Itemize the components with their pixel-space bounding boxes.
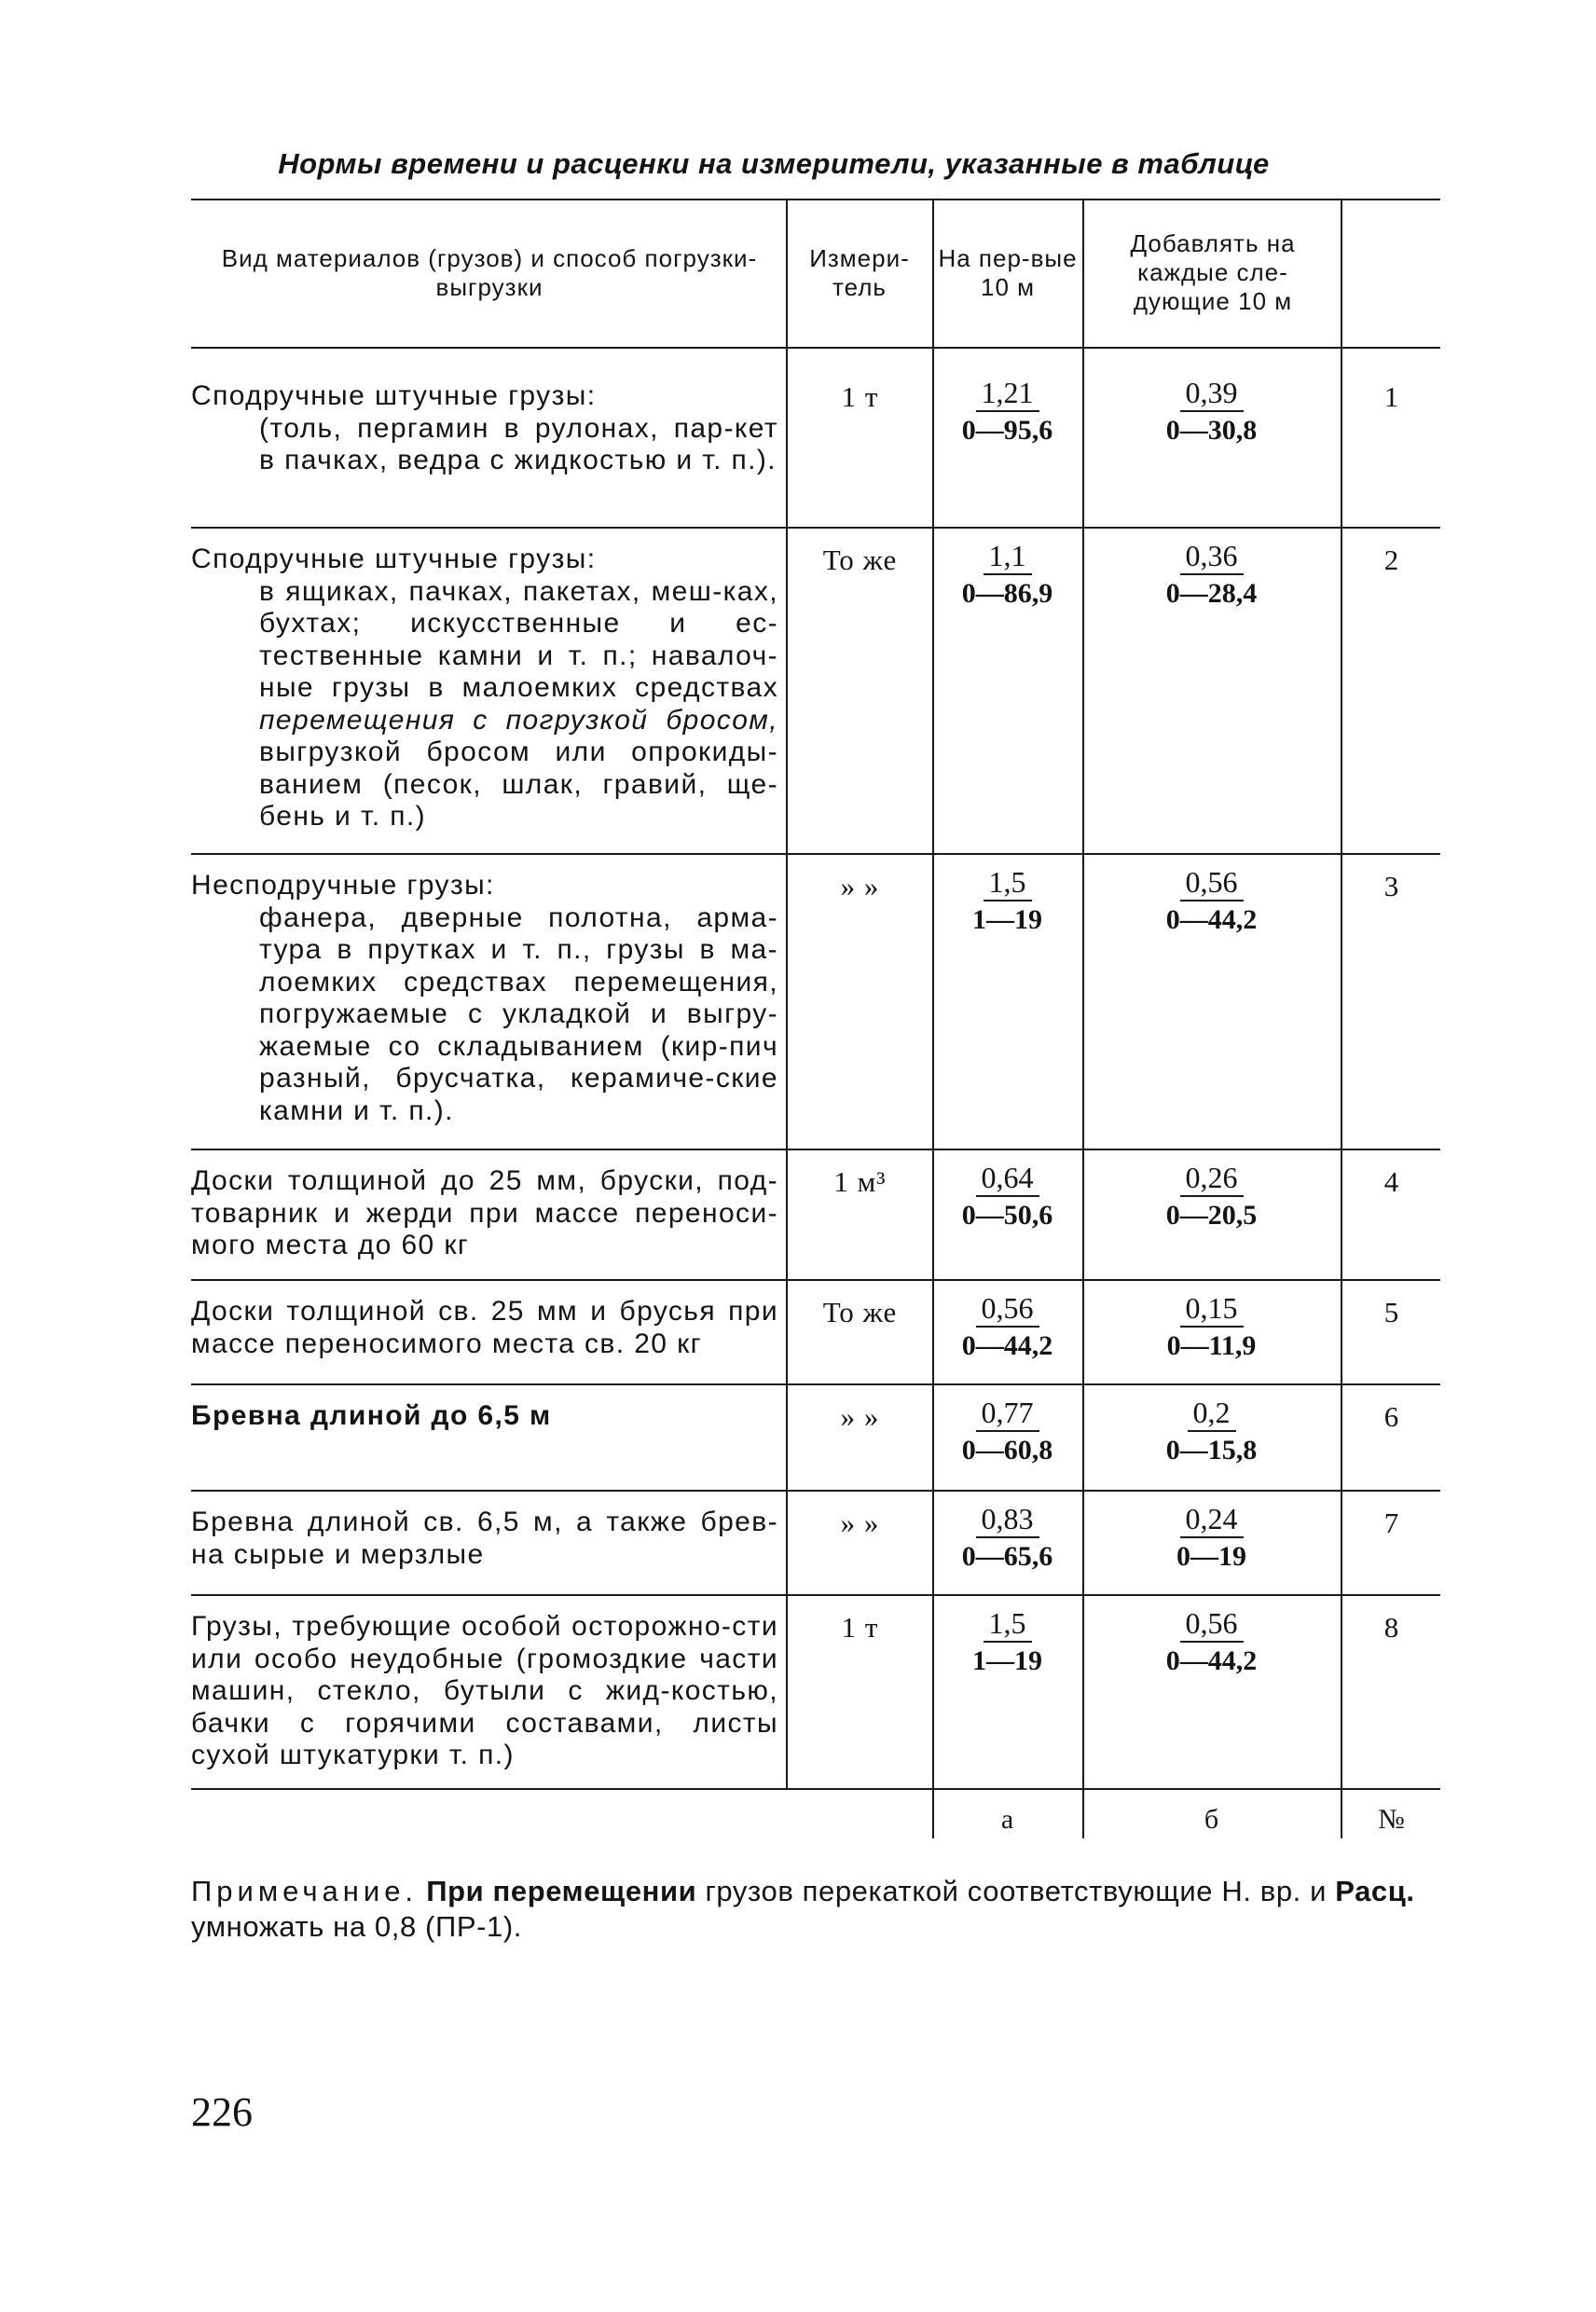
row-5-description: Доски толщиной св. 25 мм и брусья при массе переносимого места св. 20 кг [191,1296,778,1359]
row-7-add-norm: 0,24 [1180,1501,1244,1538]
note-bold-2: Расц. [1335,1875,1415,1907]
rule-row-4 [191,1279,1440,1281]
header-each-10m: Добавлять на каждые сле-дующие 10 м [1130,229,1296,315]
row-7-number: 7 [1383,1507,1399,1539]
row-4-number: 4 [1383,1165,1399,1198]
row-1-body: (толь, пергамин в рулонах, пар-кет в пачках, ведра с жидкостью и т. п.). [259,412,778,475]
row-6-description: Бревна длиной до 6,5 м [191,1400,552,1431]
row-3-description [191,870,778,1127]
note-label: Примечание. [191,1875,419,1907]
rule-bottom [191,1788,1440,1790]
row-1-unit: 1 т [841,380,879,413]
rule-row-3 [191,1149,1440,1150]
row-7-first-rate: 0—65,6 [961,1541,1053,1572]
row-1-add-norm: 0,39 [1180,375,1244,412]
rule-top [191,199,1440,200]
row-7-description: Бревна длиной св. 6,5 м, а также брев-на сырые и мерзлые [191,1507,778,1570]
row-6-add-rate: 0—15,8 [1165,1435,1258,1466]
footer-col-a: а [1000,1804,1014,1835]
row-1-number: 1 [1383,380,1399,413]
row-8-description: Грузы, требующие особой осторожно-сти или особо неудобные (громоздкие части машин, стекло, бутыли с жид-костью, бачки с горячими составами, листы сухой штукатурки т. п.) [191,1611,778,1770]
col-rule-1 [786,200,788,1788]
row-6-first-rate: 0—60,8 [961,1435,1053,1466]
row-3-add-norm: 0,56 [1180,864,1244,901]
row-2-body-italic: перемещения с погрузкой бросом, [259,704,778,736]
row-5-first-norm: 0,56 [976,1290,1039,1328]
row-8-first-rate: 1—19 [972,1645,1042,1676]
row-8-add-rate: 0—44,2 [1165,1645,1258,1676]
rule-row-2 [191,853,1440,855]
row-3-number: 3 [1383,870,1399,902]
col-rule-4 [1341,200,1342,1838]
rule-header [191,347,1440,349]
row-8-add [1084,1605,1339,1680]
header-first-10m: На пер-вые 10 м [938,244,1078,301]
rule-row-1 [191,527,1440,529]
row-4-first-rate: 0—50,6 [961,1200,1053,1231]
row-3-first-rate: 1—19 [972,904,1042,935]
rule-row-6 [191,1490,1440,1492]
row-6-unit: » » [840,1400,880,1433]
row-6-add [1084,1395,1339,1469]
table-title: Нормы времени и расценки на измерители, указанные в таблице [278,147,1270,180]
note-text-1: грузов перекаткой соответствующие Н. вр. и [705,1875,1327,1907]
row-4-add-rate: 0—20,5 [1165,1200,1258,1231]
rule-row-5 [191,1383,1440,1385]
row-6-first [934,1395,1080,1469]
row-1-lead: Сподручные штучные грузы: [191,380,597,411]
header-material: Вид материалов (грузов) и способ погрузки-выгрузки [221,244,758,301]
row-3-body: фанера, дверные полотна, арма-тура в прутках и т. п., грузы в ма-лоемких средствах перемещения, погружаемые с укладкой и выгру-жаемые со складыванием (кир-пич разный, брусчатка, керамиче-ские камни и т. п.). [259,901,778,1126]
row-4-description: Доски толщиной до 25 мм, бруски, под-товарник и жерди при массе переноси-мого места до 60 кг [191,1165,778,1260]
row-3-first-norm: 1,5 [984,864,1032,901]
table-note [191,1874,1440,1945]
row-3-add [1084,864,1339,939]
row-7-add-rate: 0—19 [1176,1541,1246,1572]
row-4-add-norm: 0,26 [1180,1160,1244,1197]
footer-col-no: № [1378,1804,1405,1835]
row-3-unit: » » [840,870,880,902]
row-1-first-rate: 0—95,6 [961,415,1053,446]
row-3-lead: Несподручные грузы: [191,870,495,901]
row-1-first-norm: 1,21 [976,375,1039,412]
header-unit: Измери-тель [809,244,910,301]
page-number: 226 [191,2089,253,2135]
row-2-body-text: в ящиках, пачках, пакетах, меш-ках, бухтах; искусственные и ес-тественные камни и т. п.; навалоч-ные грузы в малоемких средствах [259,575,778,703]
row-8-unit: 1 т [841,1611,879,1644]
row-3-add-rate: 0—44,2 [1165,904,1258,935]
row-8-add-norm: 0,56 [1180,1605,1244,1643]
row-5-first-rate: 0—44,2 [961,1330,1053,1361]
row-4-unit: 1 м³ [833,1165,887,1198]
row-6-first-norm: 0,77 [976,1395,1039,1432]
row-2-body [191,576,778,833]
row-2-add-norm: 0,36 [1180,538,1244,575]
row-5-unit: То же [822,1296,898,1328]
row-2-number: 2 [1383,544,1399,576]
row-1-add [1084,375,1339,449]
row-8-number: 8 [1383,1611,1399,1644]
rule-row-7 [191,1594,1440,1596]
row-2-first-norm: 1,1 [984,538,1032,575]
row-8-first [934,1605,1080,1680]
footer-col-b: б [1204,1804,1219,1835]
row-2-lead: Сподручные штучные грузы: [191,544,597,574]
row-7-add [1084,1501,1339,1576]
row-5-add-rate: 0—11,9 [1166,1330,1257,1361]
row-3-first [934,864,1080,939]
row-2-description [191,544,778,833]
row-2-first-rate: 0—86,9 [961,578,1053,609]
row-1-first [934,375,1080,449]
row-4-first-norm: 0,64 [976,1160,1039,1197]
row-5-add [1084,1290,1339,1365]
row-4-first [934,1160,1080,1234]
row-7-first [934,1501,1080,1576]
row-2-add [1084,538,1339,612]
row-6-add-norm: 0,2 [1188,1395,1236,1432]
row-5-number: 5 [1383,1296,1399,1328]
row-2-body-after: выгрузкой бросом или опрокиды-ванием (песок, шлак, гравий, ще-бень и т. п.) [259,736,778,832]
row-1-add-rate: 0—30,8 [1165,415,1258,446]
note-text-2: умножать на 0,8 (ПР-1). [191,1910,522,1943]
row-2-first [934,538,1080,612]
row-7-unit: » » [840,1507,880,1539]
row-6-number: 6 [1383,1400,1399,1433]
row-5-add-norm: 0,15 [1180,1290,1244,1328]
row-2-unit: То же [822,544,898,576]
row-5-first [934,1290,1080,1365]
row-1-description [191,380,778,477]
row-4-add [1084,1160,1339,1234]
note-bold-1: При перемещении [426,1875,697,1907]
row-2-add-rate: 0—28,4 [1165,578,1258,609]
row-8-first-norm: 1,5 [984,1605,1032,1643]
row-7-first-norm: 0,83 [976,1501,1039,1538]
